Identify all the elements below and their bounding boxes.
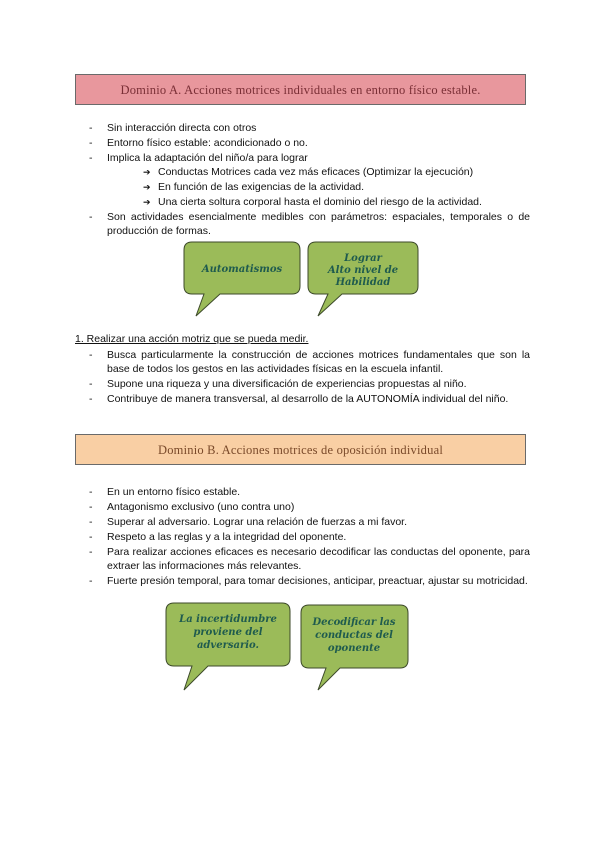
list-item: - En un entorno físico estable.: [82, 485, 530, 499]
bubble-text: Lograr: [344, 253, 382, 264]
list-item: - Son actividades esencialmente medibles con parámetros: espaciales, temporales o de producción de formas.: [82, 210, 530, 238]
bubble-automatismos: [184, 242, 300, 316]
list-item: - Superar al adversario. Lograr una relación de fuerzas a mi favor.: [82, 515, 530, 529]
list-item: - Sin interacción directa con otros: [82, 121, 530, 135]
bubble-lograr: [308, 242, 418, 316]
list-item: - Antagonismo exclusivo (uno contra uno): [82, 500, 530, 514]
bubble-text: La incertidumbre: [179, 614, 277, 625]
list-item: - Busca particularmente la construcción de acciones motrices fundamentales que son la base de todos los gestos en las actividades físicas en la escuela infantil.: [82, 348, 530, 376]
sub-list-item: ➔ En función de las exigencias de la actividad.: [143, 180, 530, 194]
sub-list-item: ➔ Conductas Motrices cada vez más eficaces (Optimizar la ejecución): [143, 165, 530, 179]
bubble-text: proviene del: [193, 627, 263, 638]
list-item: - Supone una riqueza y una diversificación de experiencias propuestas al niño.: [82, 377, 530, 391]
bubble-text: Decodificar las: [312, 617, 396, 628]
bubble-text: conductas del: [315, 630, 393, 641]
section-1-heading: 1. Realizar una acción motriz que se pueda medir.: [75, 333, 309, 345]
bubble-text: Alto nivel de: [327, 265, 399, 276]
bubble-incertidumbre: [166, 603, 290, 690]
bubble-text: Automatismos: [201, 264, 283, 275]
bubble-text: oponente: [327, 643, 381, 654]
bubble-text: adversario.: [196, 640, 260, 651]
bubble-decodificar: [301, 605, 408, 690]
list-item: - Respeto a las reglas y a la integridad del oponente.: [82, 530, 530, 544]
domain-a-title: Dominio A. Acciones motrices individuales en entorno físico estable.: [75, 74, 526, 105]
bubble-text: Habilidad: [335, 277, 391, 288]
list-item: - Contribuye de manera transversal, al desarrollo de la AUTONOMÍA individual del niño.: [82, 392, 530, 406]
domain-b-title: Dominio B. Acciones motrices de oposición individual: [75, 434, 526, 465]
list-item: - Para realizar acciones eficaces es necesario decodificar las conductas del oponente, para extraer las informaciones más relevantes.: [82, 545, 530, 573]
sub-list-item: ➔ Una cierta soltura corporal hasta el dominio del riesgo de la actividad.: [143, 195, 530, 209]
list-item: - Entorno físico estable: acondicionado o no.: [82, 136, 530, 150]
list-item-text: Implica la adaptación del niño/a para lograr: [107, 152, 308, 164]
list-item: - Fuerte presión temporal, para tomar decisiones, anticipar, preactuar, ajustar su motricidad.: [82, 574, 530, 588]
